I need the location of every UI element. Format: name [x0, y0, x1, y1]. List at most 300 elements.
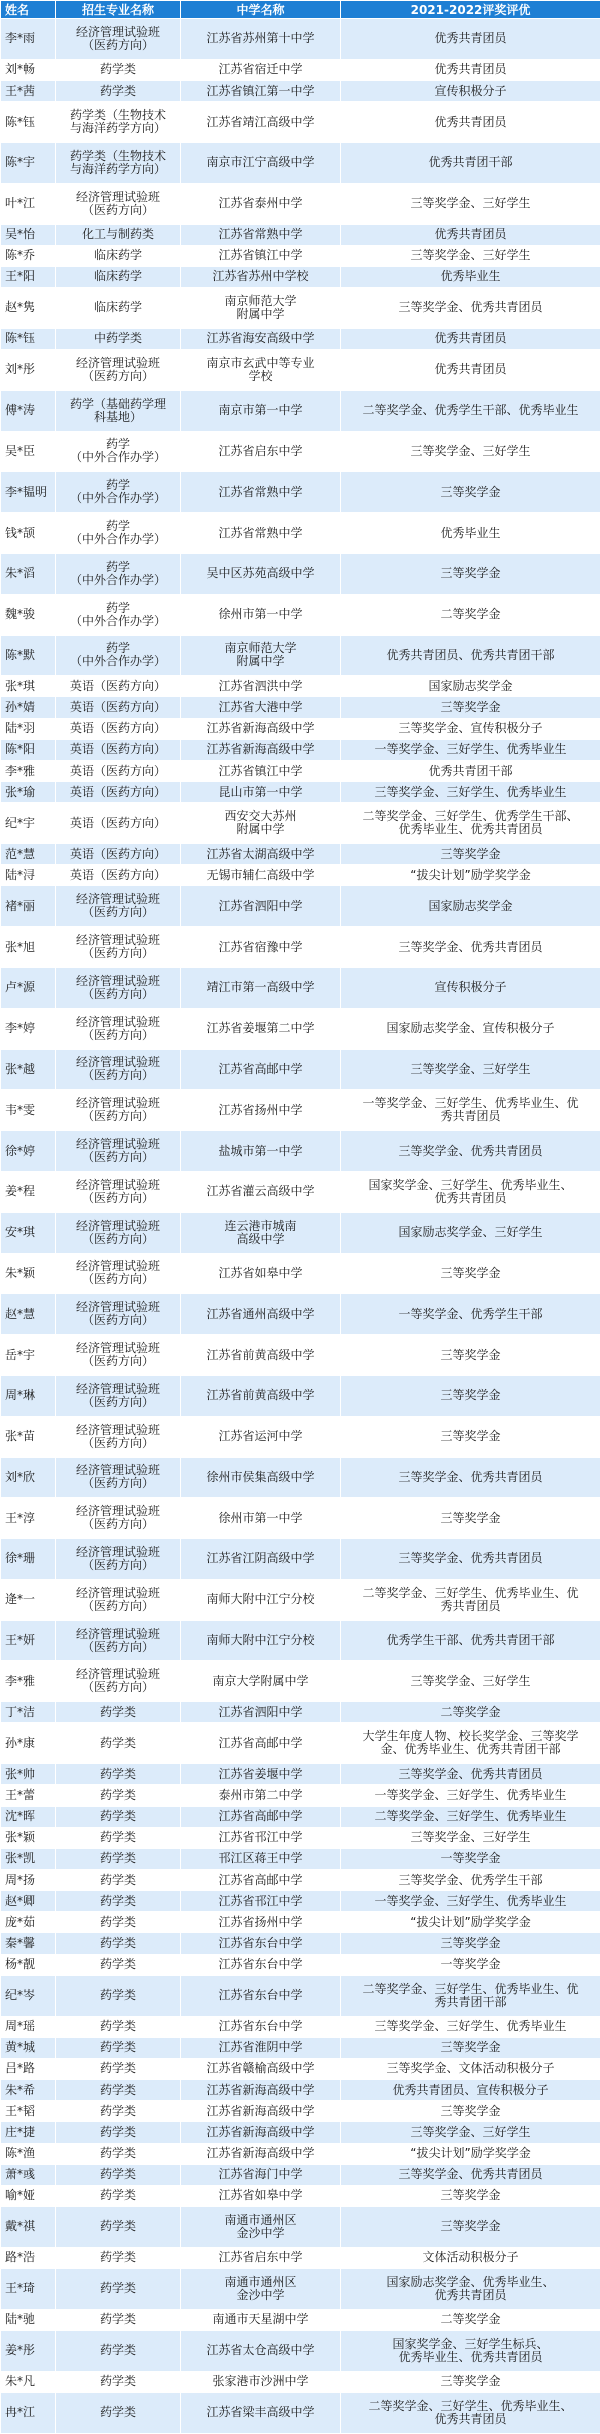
cell-major: 药学 （中外合作办学） — [56, 553, 181, 594]
cell-evaluation: 二等奖学金 — [341, 1702, 600, 1723]
cell-evaluation: 一等奖学金 — [341, 1848, 600, 1869]
cell-name: 叶*江 — [1, 183, 56, 224]
cell-evaluation: 优秀共青团员 — [341, 59, 600, 80]
table-row — [1, 1702, 600, 1723]
cell-major: 经济管理试验班 （医药方向） — [56, 927, 181, 968]
cell-evaluation: 二等奖学金、三好学生、优秀毕业生、 优秀共青团员 — [341, 2392, 600, 2433]
cell-major: 经济管理试验班 （医药方向） — [56, 1498, 181, 1539]
cell-school: 江苏省镇江中学 — [181, 245, 341, 266]
cell-evaluation: 国家励志奖学金 — [341, 676, 600, 697]
cell-evaluation: “拔尖计划”励学奖学金 — [341, 865, 600, 886]
cell-name: 纪*宇 — [1, 803, 56, 844]
cell-evaluation: 三等奖学金 — [341, 1498, 600, 1539]
cell-name: 李*韫明 — [1, 472, 56, 513]
cell-major: 药学类（生物技术 与海洋药学方向） — [56, 102, 181, 143]
cell-evaluation: 优秀共青团员、优秀共青团干部 — [341, 635, 600, 676]
cell-name: 陈*宇 — [1, 142, 56, 183]
table-row — [1, 1049, 600, 1090]
table-row — [1, 594, 600, 635]
cell-evaluation: 宣传积极分子 — [341, 967, 600, 1008]
cell-major: 药学类 — [56, 2330, 181, 2371]
cell-school: 昆山市第一中学 — [181, 782, 341, 803]
cell-name: 周*瑶 — [1, 2016, 56, 2037]
cell-name: 戴*祺 — [1, 2207, 56, 2248]
cell-evaluation: 优秀共青团干部 — [341, 760, 600, 781]
cell-school: 徐州市侯集高级中学 — [181, 1457, 341, 1498]
table-row — [1, 739, 600, 760]
table-row — [1, 1848, 600, 1869]
cell-name: 刘*彤 — [1, 349, 56, 390]
cell-evaluation: 三等奖学金、文体活动积极分子 — [341, 2058, 600, 2079]
table-row — [1, 1723, 600, 1764]
cell-school: 江苏省新海高级中学 — [181, 2101, 341, 2122]
cell-major: 经济管理试验班 （医药方向） — [56, 1579, 181, 1620]
cell-evaluation: 三等奖学金、三好学生 — [341, 1661, 600, 1702]
cell-evaluation: 国家奖学金、三好学生标兵、 优秀毕业生、优秀共青团员 — [341, 2330, 600, 2371]
cell-major: 经济管理试验班 （医药方向） — [56, 1008, 181, 1049]
cell-major: 药学类 — [56, 2309, 181, 2330]
cell-school: 江苏省镇江第一中学 — [181, 80, 341, 101]
cell-name: 丁*洁 — [1, 1702, 56, 1723]
cell-school: 江苏省淮阴中学 — [181, 2037, 341, 2058]
table-row — [1, 1912, 600, 1933]
cell-major: 药学类 — [56, 1891, 181, 1912]
cell-major: 药学类 — [56, 2164, 181, 2185]
cell-school: 江苏省东台中学 — [181, 1954, 341, 1975]
table-row — [1, 472, 600, 513]
cell-name: 王*茜 — [1, 80, 56, 101]
cell-major: 药学类 — [56, 80, 181, 101]
cell-name: 褚*丽 — [1, 886, 56, 927]
cell-school: 江苏省镇江中学 — [181, 760, 341, 781]
cell-major: 经济管理试验班 （医药方向） — [56, 1294, 181, 1335]
table-row — [1, 1579, 600, 1620]
table-row — [1, 2122, 600, 2143]
cell-evaluation: 二等奖学金、三好学生、优秀学生干部、 优秀毕业生、优秀共青团员 — [341, 803, 600, 844]
cell-school: 江苏省东台中学 — [181, 1975, 341, 2016]
cell-school: 江苏省扬州中学 — [181, 1912, 341, 1933]
cell-evaluation: 三等奖学金 — [341, 1375, 600, 1416]
cell-name: 陈*乔 — [1, 245, 56, 266]
cell-school: 江苏省姜堰中学 — [181, 1764, 341, 1785]
cell-evaluation: 三等奖学金、宣传积极分子 — [341, 718, 600, 739]
table-row — [1, 2164, 600, 2185]
cell-major: 中药学类 — [56, 328, 181, 349]
table-row — [1, 1975, 600, 2016]
cell-school: 江苏省泰州中学 — [181, 183, 341, 224]
cell-school: 江苏省苏州第十中学 — [181, 19, 341, 60]
cell-name: 傅*涛 — [1, 390, 56, 431]
cell-major: 药学类 — [56, 1912, 181, 1933]
cell-major: 英语（医药方向） — [56, 844, 181, 865]
cell-evaluation: 二等奖学金、三好学生、优秀毕业生 — [341, 1806, 600, 1827]
table-row — [1, 803, 600, 844]
cell-name: 李*雅 — [1, 760, 56, 781]
cell-major: 药学类 — [56, 1954, 181, 1975]
cell-major: 经济管理试验班 （医药方向） — [56, 1171, 181, 1212]
cell-major: 药学类 — [56, 2037, 181, 2058]
cell-major: 药学类 — [56, 2371, 181, 2392]
cell-evaluation: 二等奖学金、优秀学生干部、优秀毕业生 — [341, 390, 600, 431]
cell-evaluation: 优秀共青团员、宣传积极分子 — [341, 2080, 600, 2101]
cell-major: 药学类 — [56, 2016, 181, 2037]
table-row — [1, 1457, 600, 1498]
cell-evaluation: 一等奖学金、三好学生、优秀毕业生、优 秀共青团员 — [341, 1090, 600, 1131]
table-row — [1, 782, 600, 803]
cell-major: 药学类 — [56, 1702, 181, 1723]
cell-school: 南京师范大学 附属中学 — [181, 635, 341, 676]
cell-name: 范*慧 — [1, 844, 56, 865]
cell-major: 经济管理试验班 （医药方向） — [56, 183, 181, 224]
cell-evaluation: 优秀共青团员 — [341, 349, 600, 390]
cell-evaluation: “拔尖计划”励学奖学金 — [341, 2143, 600, 2164]
cell-school: 江苏省前黄高级中学 — [181, 1335, 341, 1376]
table-row — [1, 2058, 600, 2079]
cell-major: 英语（医药方向） — [56, 676, 181, 697]
cell-major: 药学类 — [56, 1870, 181, 1891]
cell-school: 邗江区蒋王中学 — [181, 1848, 341, 1869]
table-row — [1, 1785, 600, 1806]
header-major: 招生专业名称 — [56, 1, 181, 19]
table-row — [1, 2371, 600, 2392]
cell-school: 吴中区苏苑高级中学 — [181, 553, 341, 594]
cell-major: 药学类 — [56, 59, 181, 80]
cell-name: 朱*颖 — [1, 1253, 56, 1294]
cell-school: 江苏省泗阳中学 — [181, 1702, 341, 1723]
cell-school: 江苏省如皋中学 — [181, 1253, 341, 1294]
cell-name: 陈*阳 — [1, 739, 56, 760]
table-row — [1, 1294, 600, 1335]
cell-name: 周*琳 — [1, 1375, 56, 1416]
table-row — [1, 1806, 600, 1827]
cell-evaluation: 优秀共青团员 — [341, 224, 600, 245]
cell-evaluation: 三等奖学金、三好学生 — [341, 1049, 600, 1090]
table-row — [1, 328, 600, 349]
cell-name: 朱*希 — [1, 2080, 56, 2101]
cell-school: 江苏省邗江中学 — [181, 1827, 341, 1848]
cell-evaluation: 一等奖学金、三好学生、优秀毕业生 — [341, 739, 600, 760]
table-row — [1, 102, 600, 143]
cell-school: 南通市通州区 金沙中学 — [181, 2268, 341, 2309]
cell-school: 江苏省姜堰第二中学 — [181, 1008, 341, 1049]
cell-name: 萧*彧 — [1, 2164, 56, 2185]
table-row — [1, 1131, 600, 1172]
table-row — [1, 1498, 600, 1539]
table-row — [1, 2037, 600, 2058]
cell-evaluation: 三等奖学金、优秀学生干部 — [341, 1870, 600, 1891]
cell-school: 江苏省大港中学 — [181, 697, 341, 718]
table-row — [1, 886, 600, 927]
cell-evaluation: 二等奖学金、三好学生、优秀毕业生、优 秀共青团干部 — [341, 1975, 600, 2016]
table-row — [1, 1870, 600, 1891]
cell-name: 吕*路 — [1, 2058, 56, 2079]
cell-name: 张*帅 — [1, 1764, 56, 1785]
cell-school: 徐州市第一中学 — [181, 594, 341, 635]
cell-evaluation: 三等奖学金 — [341, 2207, 600, 2248]
cell-evaluation: 宣传积极分子 — [341, 80, 600, 101]
cell-name: 李*雅 — [1, 1661, 56, 1702]
cell-major: 英语（医药方向） — [56, 803, 181, 844]
cell-major: 药学类 — [56, 2080, 181, 2101]
cell-evaluation: 二等奖学金、三好学生、优秀毕业生、优 秀共青团员 — [341, 1579, 600, 1620]
table-row — [1, 1375, 600, 1416]
cell-major: 药学类 — [56, 1723, 181, 1764]
table-row — [1, 1764, 600, 1785]
cell-evaluation: 三等奖学金、优秀共青团员 — [341, 1457, 600, 1498]
cell-major: 经济管理试验班 （医药方向） — [56, 1539, 181, 1580]
cell-major: 经济管理试验班 （医药方向） — [56, 349, 181, 390]
cell-evaluation: 国家奖学金、三好学生、优秀毕业生、 优秀共青团员 — [341, 1171, 600, 1212]
cell-evaluation: 优秀毕业生 — [341, 266, 600, 287]
table-row — [1, 1212, 600, 1253]
cell-evaluation: 三等奖学金 — [341, 2101, 600, 2122]
cell-school: 江苏省高邮中学 — [181, 1870, 341, 1891]
cell-name: 钱*颉 — [1, 513, 56, 554]
table-row — [1, 1416, 600, 1457]
cell-major: 药学类 — [56, 2185, 181, 2206]
cell-name: 卢*源 — [1, 967, 56, 1008]
cell-evaluation: 一等奖学金、三好学生、优秀毕业生 — [341, 1785, 600, 1806]
table-row — [1, 2101, 600, 2122]
cell-name: 张*苗 — [1, 1416, 56, 1457]
table-row — [1, 1171, 600, 1212]
cell-name: 陆*驰 — [1, 2309, 56, 2330]
table-row — [1, 266, 600, 287]
cell-major: 药学 （中外合作办学） — [56, 513, 181, 554]
cell-major: 英语（医药方向） — [56, 865, 181, 886]
cell-school: 江苏省高邮中学 — [181, 1806, 341, 1827]
table-row — [1, 142, 600, 183]
cell-name: 姜*彤 — [1, 2330, 56, 2371]
cell-evaluation: 二等奖学金 — [341, 2309, 600, 2330]
cell-name: 吴*怡 — [1, 224, 56, 245]
cell-major: 药学类 — [56, 1933, 181, 1954]
cell-major: 经济管理试验班 （医药方向） — [56, 19, 181, 60]
cell-name: 刘*畅 — [1, 59, 56, 80]
table-body — [1, 19, 600, 2434]
table-row — [1, 553, 600, 594]
cell-name: 陈*渔 — [1, 2143, 56, 2164]
cell-evaluation: 国家励志奖学金 — [341, 886, 600, 927]
cell-evaluation: 优秀共青团员 — [341, 19, 600, 60]
cell-major: 药学类 — [56, 2207, 181, 2248]
cell-evaluation: 一等奖学金、三好学生、优秀毕业生 — [341, 1891, 600, 1912]
cell-major: 英语（医药方向） — [56, 739, 181, 760]
table-row — [1, 224, 600, 245]
cell-major: 英语（医药方向） — [56, 782, 181, 803]
table-row — [1, 2143, 600, 2164]
cell-major: 经济管理试验班 （医药方向） — [56, 1620, 181, 1661]
cell-major: 药学类 — [56, 2143, 181, 2164]
table-header-row — [1, 1, 600, 19]
cell-school: 江苏省苏州中学校 — [181, 266, 341, 287]
cell-school: 江苏省泗阳中学 — [181, 886, 341, 927]
table-row — [1, 59, 600, 80]
table-row — [1, 513, 600, 554]
table-row — [1, 287, 600, 328]
cell-name: 魏*骏 — [1, 594, 56, 635]
cell-name: 王*琦 — [1, 2268, 56, 2309]
cell-evaluation: 三等奖学金 — [341, 553, 600, 594]
cell-name: 沈*晖 — [1, 1806, 56, 1827]
cell-name: 秦*馨 — [1, 1933, 56, 1954]
cell-school: 南京市江宁高级中学 — [181, 142, 341, 183]
cell-school: 江苏省启东中学 — [181, 431, 341, 472]
cell-major: 药学类 — [56, 2268, 181, 2309]
table-row — [1, 349, 600, 390]
cell-evaluation: 三等奖学金、三好学生 — [341, 1827, 600, 1848]
cell-evaluation: 三等奖学金、三好学生 — [341, 431, 600, 472]
cell-evaluation: 三等奖学金 — [341, 2037, 600, 2058]
cell-major: 经济管理试验班 （医药方向） — [56, 967, 181, 1008]
cell-school: 江苏省东台中学 — [181, 2016, 341, 2037]
cell-name: 庄*捷 — [1, 2122, 56, 2143]
cell-name: 张*琪 — [1, 676, 56, 697]
cell-name: 王*阳 — [1, 266, 56, 287]
cell-evaluation: 三等奖学金、三好学生 — [341, 2122, 600, 2143]
table-row — [1, 2247, 600, 2268]
cell-evaluation: 三等奖学金 — [341, 472, 600, 513]
table-row — [1, 2392, 600, 2433]
cell-evaluation: 三等奖学金、三好学生 — [341, 183, 600, 224]
cell-school: 江苏省前黄高级中学 — [181, 1375, 341, 1416]
cell-school: 江苏省高邮中学 — [181, 1723, 341, 1764]
table-row — [1, 1954, 600, 1975]
cell-major: 药学 （中外合作办学） — [56, 594, 181, 635]
cell-evaluation: 大学生年度人物、校长奖学金、三等奖学 金、优秀毕业生、优秀共青团干部 — [341, 1723, 600, 1764]
cell-major: 药学类 — [56, 1827, 181, 1848]
cell-school: 江苏省常熟中学 — [181, 513, 341, 554]
cell-school: 江苏省高邮中学 — [181, 1049, 341, 1090]
cell-school: 江苏省太仓高级中学 — [181, 2330, 341, 2371]
cell-name: 李*雨 — [1, 19, 56, 60]
cell-evaluation: 三等奖学金 — [341, 844, 600, 865]
cell-major: 经济管理试验班 （医药方向） — [56, 1253, 181, 1294]
cell-school: 南师大附中江宁分校 — [181, 1579, 341, 1620]
cell-school: 江苏省新海高级中学 — [181, 718, 341, 739]
table-row — [1, 1661, 600, 1702]
table-row — [1, 1539, 600, 1580]
cell-school: 江苏省邗江中学 — [181, 1891, 341, 1912]
cell-name: 李*婷 — [1, 1008, 56, 1049]
cell-school: 江苏省新海高级中学 — [181, 2080, 341, 2101]
cell-evaluation: 国家励志奖学金、宣传积极分子 — [341, 1008, 600, 1049]
cell-evaluation: 三等奖学金 — [341, 1335, 600, 1376]
cell-evaluation: 优秀毕业生 — [341, 513, 600, 554]
table-row — [1, 431, 600, 472]
cell-school: 西安交大苏州 附属中学 — [181, 803, 341, 844]
table-row — [1, 635, 600, 676]
cell-school: 南通市通州区 金沙中学 — [181, 2207, 341, 2248]
cell-school: 南京师范大学 附属中学 — [181, 287, 341, 328]
table-row — [1, 1090, 600, 1131]
cell-school: 江苏省宿迁中学 — [181, 59, 341, 80]
cell-school: 靖江市第一高级中学 — [181, 967, 341, 1008]
cell-school: 南京大学附属中学 — [181, 1661, 341, 1702]
cell-major: 药学类 — [56, 2058, 181, 2079]
cell-evaluation: 优秀学生干部、优秀共青团干部 — [341, 1620, 600, 1661]
table-row — [1, 1933, 600, 1954]
table-row — [1, 2330, 600, 2371]
cell-school: 江苏省灌云高级中学 — [181, 1171, 341, 1212]
cell-major: 经济管理试验班 （医药方向） — [56, 1049, 181, 1090]
cell-major: 药学类 — [56, 2247, 181, 2268]
table-row — [1, 80, 600, 101]
table-row — [1, 2016, 600, 2037]
cell-name: 吴*臣 — [1, 431, 56, 472]
cell-evaluation: 三等奖学金 — [341, 1933, 600, 1954]
cell-school: 泰州市第二中学 — [181, 1785, 341, 1806]
cell-name: 陈*默 — [1, 635, 56, 676]
cell-name: 安*琪 — [1, 1212, 56, 1253]
header-school: 中学名称 — [181, 1, 341, 19]
table-row — [1, 1253, 600, 1294]
cell-major: 经济管理试验班 （医药方向） — [56, 1131, 181, 1172]
cell-major: 药学类 — [56, 2392, 181, 2433]
cell-name: 陆*浔 — [1, 865, 56, 886]
cell-major: 英语（医药方向） — [56, 718, 181, 739]
cell-name: 冉*江 — [1, 2392, 56, 2433]
cell-major: 临床药学 — [56, 287, 181, 328]
cell-school: 盐城市第一中学 — [181, 1131, 341, 1172]
table-row — [1, 967, 600, 1008]
cell-evaluation: 三等奖学金、优秀共青团员 — [341, 287, 600, 328]
cell-evaluation: 三等奖学金、优秀共青团员 — [341, 2164, 600, 2185]
table-row — [1, 19, 600, 60]
cell-major: 药学类 — [56, 1785, 181, 1806]
cell-major: 经济管理试验班 （医药方向） — [56, 1090, 181, 1131]
cell-school: 徐州市第一中学 — [181, 1498, 341, 1539]
cell-evaluation: 三等奖学金、三好学生、优秀毕业生 — [341, 782, 600, 803]
cell-major: 药学类 — [56, 1806, 181, 1827]
cell-major: 药学类 — [56, 1764, 181, 1785]
table-row — [1, 760, 600, 781]
cell-name: 陆*羽 — [1, 718, 56, 739]
cell-evaluation: 三等奖学金 — [341, 697, 600, 718]
cell-major: 药学类 — [56, 2122, 181, 2143]
cell-name: 孙*康 — [1, 1723, 56, 1764]
cell-major: 经济管理试验班 （医药方向） — [56, 1661, 181, 1702]
cell-major: 药学类 — [56, 1848, 181, 1869]
cell-name: 徐*婷 — [1, 1131, 56, 1172]
cell-evaluation: 优秀共青团员 — [341, 328, 600, 349]
table-row — [1, 390, 600, 431]
cell-name: 周*扬 — [1, 1870, 56, 1891]
cell-name: 陈*钰 — [1, 102, 56, 143]
cell-major: 经济管理试验班 （医药方向） — [56, 1212, 181, 1253]
cell-name: 庞*茹 — [1, 1912, 56, 1933]
cell-name: 王*淳 — [1, 1498, 56, 1539]
cell-name: 徐*珊 — [1, 1539, 56, 1580]
cell-name: 王*蕾 — [1, 1785, 56, 1806]
cell-evaluation: 国家励志奖学金、三好学生 — [341, 1212, 600, 1253]
cell-school: 江苏省东台中学 — [181, 1933, 341, 1954]
cell-name: 陈*钰 — [1, 328, 56, 349]
cell-major: 英语（医药方向） — [56, 697, 181, 718]
cell-school: 张家港市沙洲中学 — [181, 2371, 341, 2392]
cell-name: 张*颖 — [1, 1827, 56, 1848]
cell-evaluation: 三等奖学金、优秀共青团员 — [341, 1131, 600, 1172]
cell-name: 张*旭 — [1, 927, 56, 968]
cell-school: 江苏省如皋中学 — [181, 2185, 341, 2206]
cell-evaluation: 三等奖学金 — [341, 1416, 600, 1457]
cell-evaluation: 一等奖学金、优秀学生干部 — [341, 1294, 600, 1335]
cell-school: 江苏省常熟中学 — [181, 472, 341, 513]
cell-name: 岳*宇 — [1, 1335, 56, 1376]
cell-school: 江苏省扬州中学 — [181, 1090, 341, 1131]
cell-school: 江苏省宿豫中学 — [181, 927, 341, 968]
cell-major: 经济管理试验班 （医药方向） — [56, 1416, 181, 1457]
